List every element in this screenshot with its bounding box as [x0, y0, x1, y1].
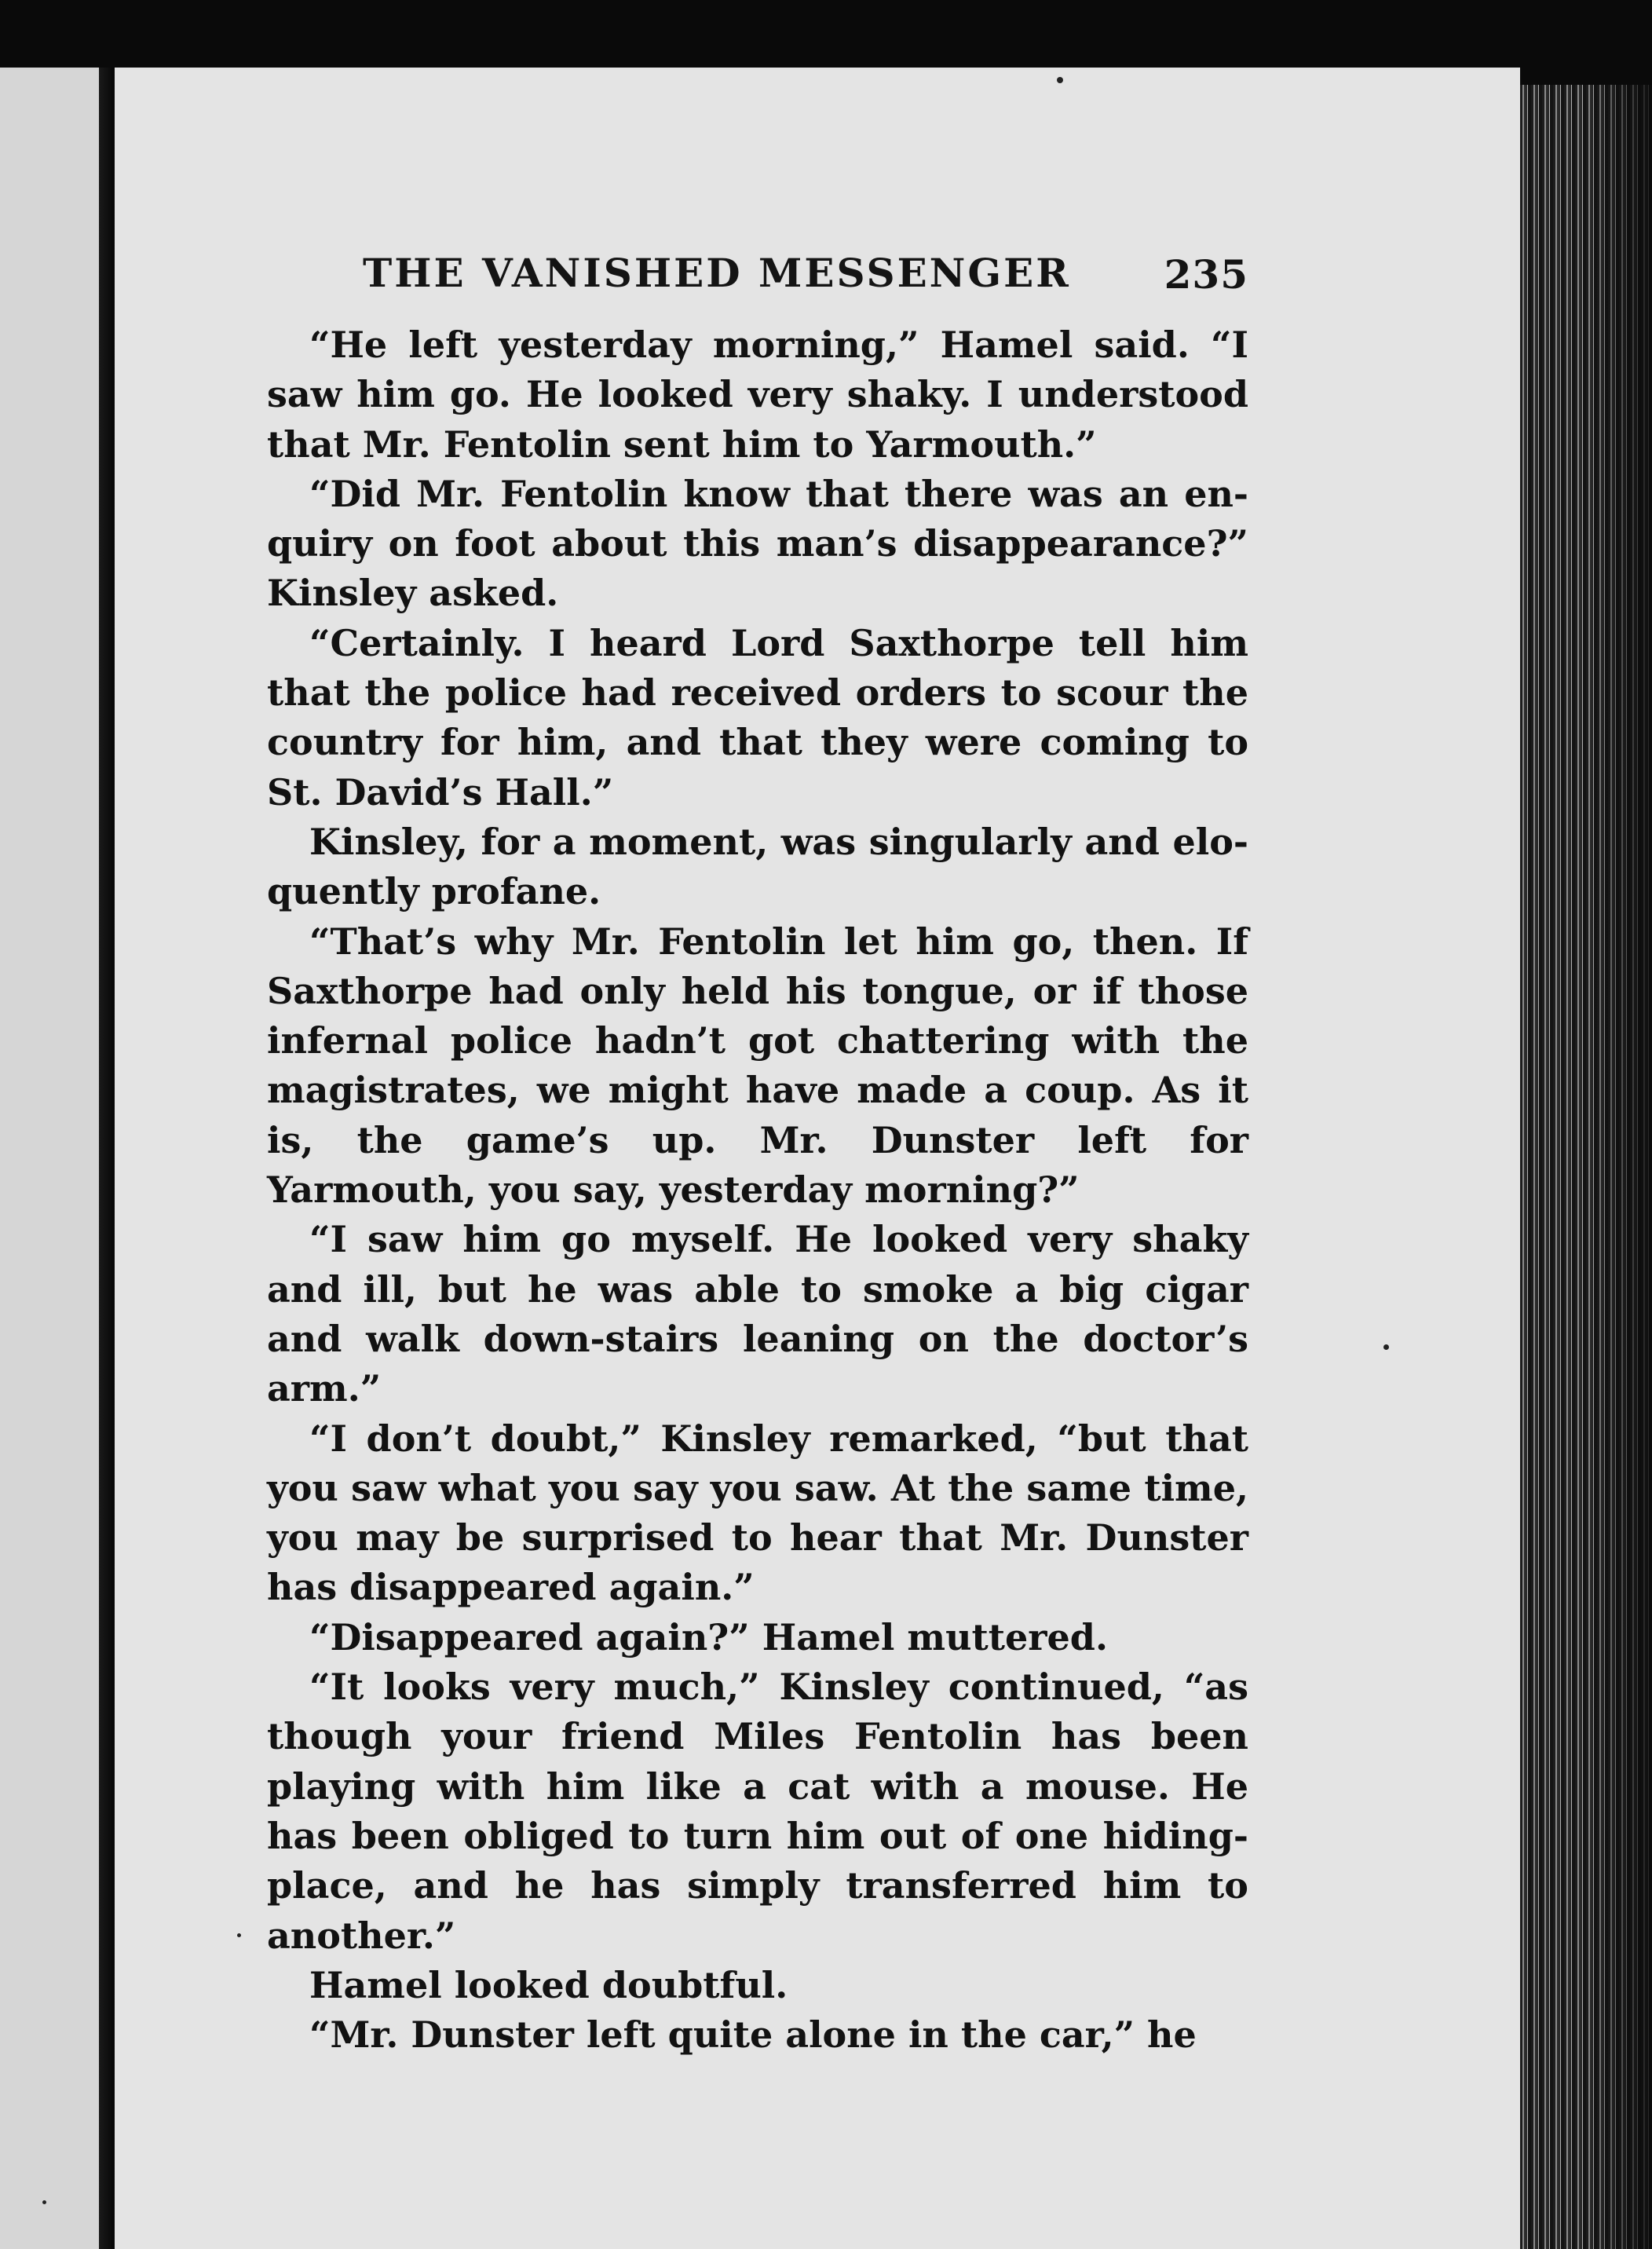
book-gutter — [99, 68, 116, 2249]
facing-page-edge — [0, 68, 104, 2249]
scan-speck — [1057, 77, 1063, 83]
page-edges-shadow — [1586, 85, 1652, 2249]
body-text — [267, 320, 1248, 2060]
scan-speck — [1383, 1344, 1389, 1350]
paragraph: Hamel looked doubtful. — [309, 1963, 788, 2006]
paragraph: “Mr. Dunster left quite alone in the car,” he — [309, 2013, 1197, 2057]
paragraph: “Certainly. I heard Lord Saxthorpe tell him that the police had received orders to scour the country for him, and that they were coming to St. David’s Hall.” — [267, 621, 1248, 814]
page-header — [363, 250, 1248, 305]
paragraph: “I don’t doubt,” Kinsley remarked, “but that you saw what you say you saw. At the same time, you may be surprised to hear that Mr. Dunster has disappeared again.” — [267, 1417, 1248, 1609]
page-number: 235 — [1164, 251, 1248, 298]
paragraph: Kinsley, for a moment, was singularly and eloquently profane. — [267, 820, 1248, 913]
paragraph: “I saw him go myself. He looked very shaky and ill, but he was able to smoke a big cigar and walk down-stairs leaning on the doctor’s arm.” — [267, 1218, 1248, 1410]
running-title: THE VANISHED MESSENGER — [363, 250, 1071, 296]
paragraph: “Disappeared again?” Hamel muttered. — [309, 1615, 1108, 1658]
paragraph: “That’s why Mr. Fentolin let him go, then. If Saxthorpe had only held his tongue, or if those infernal police hadn’t got chattering with the magistrates, we might have made a coup. As it is, the game’s up. Mr. Dunster left for Yarmouth, you say, yesterday morning?” — [267, 920, 1248, 1212]
scan-speck — [42, 2200, 46, 2204]
paragraph: “It looks very much,” Kinsley continued, “as though your friend Miles Fentolin has been playing with him like a cat with a mouse. He has been obliged to turn him out of one hiding-place, and he has simply transferred him to another.” — [267, 1666, 1248, 1957]
paragraph: “Did Mr. Fentolin know that there was an enquiry on foot about this man’s disappearance?” Kinsley asked. — [267, 472, 1248, 615]
scan-speck — [237, 1933, 241, 1937]
paragraph: “He left yesterday morning,” Hamel said. “I saw him go. He looked very shaky. I understood that Mr. Fentolin sent him to Yarmouth.” — [267, 324, 1248, 466]
